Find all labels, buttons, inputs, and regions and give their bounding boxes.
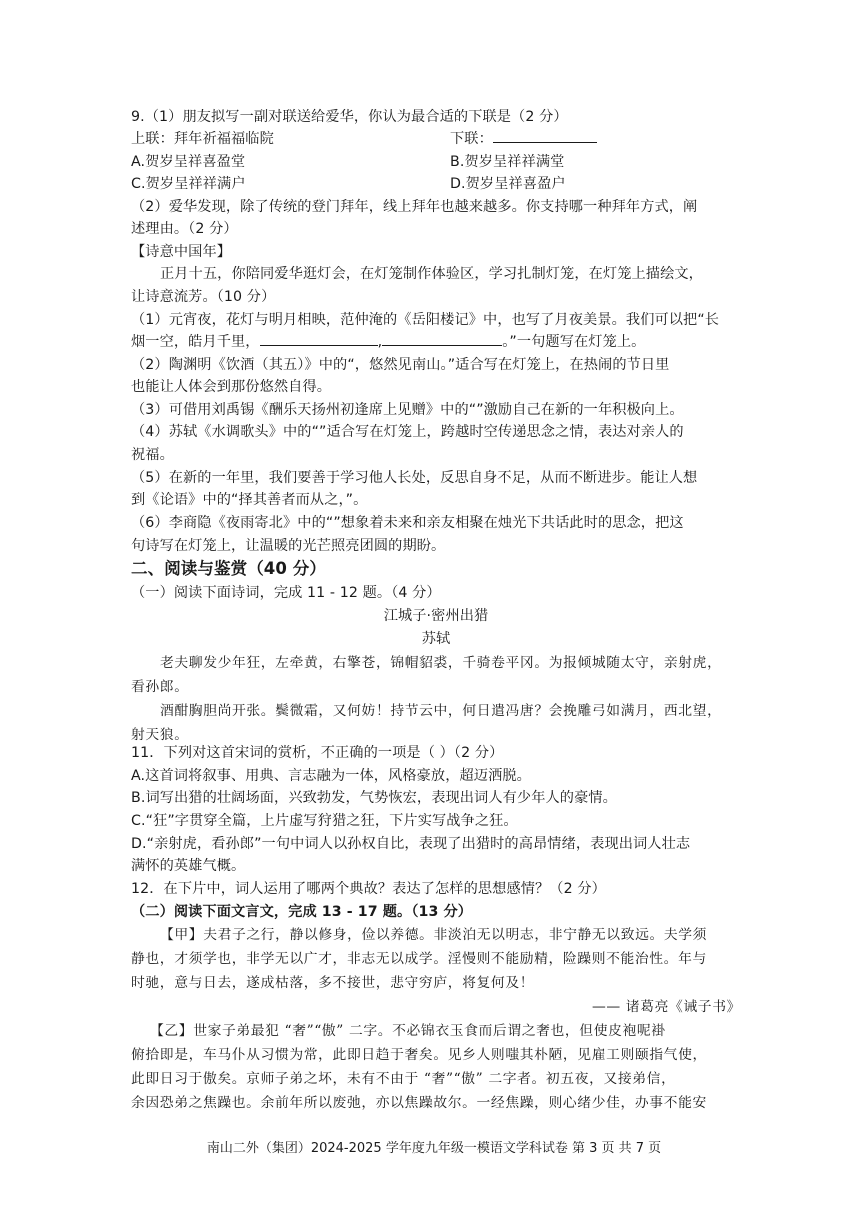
poem-q2: （2）陶渊明《饮酒（其五）》中的“，悠然见南山。”适合写在灯笼上，在热闹的节日里 (131, 357, 670, 373)
poem-title: 江城子·密州出猎 (383, 608, 489, 624)
question-9-part2-cont: 述理由。（2 分） (131, 221, 238, 237)
question-11-option-c: C.“狂”字贯穿全篇，上片虚写狩猎之狂，下片实写战争之狂。 (131, 813, 518, 829)
section-intro: 正月十五，你陪同爱华逛灯会，在灯笼制作体验区，学习扎制灯笼，在灯笼上描绘文， (160, 266, 703, 282)
couplet-upper: 上联：拜年祈福福临院 (131, 131, 274, 147)
question-11-option-d: D.“亲射虎，看孙郎”一句中词人以孙权自比，表现了出猎时的高昂情绪，表现出词人壮志 (131, 836, 691, 852)
answer-blank (493, 128, 597, 143)
option-c: C.贺岁呈祥祥满户 (131, 176, 246, 192)
question-9-part1: 9.（1）朋友拟写一副对联送给爱华，你认为最合适的下联是（2 分） (131, 109, 568, 125)
poem-q1-cont (131, 331, 741, 353)
question-11-option-d-cont: 满怀的英雄气概。 (131, 858, 246, 874)
poem-q2-cont: 也能让人体会到那份悠然自得。 (131, 379, 332, 395)
poem-q1-comma: , (377, 334, 383, 350)
question-11: 11．下列对这首宋词的赏析，不正确的一项是（ ）（2 分） (131, 745, 504, 761)
poem-q3: （3）可借用刘禹锡《酬乐天扬州初逢席上见赠》中的“”激励自己在新的一年积极向上。 (131, 402, 684, 418)
poem-q6-cont: 句诗写在灯笼上，让温暖的光芒照亮团圆的期盼。 (131, 538, 446, 554)
poem-stanza-1-cont: 看孙郎。 (131, 679, 189, 695)
couplet-lower (450, 128, 740, 150)
option-d: D.贺岁呈祥喜盈户 (450, 176, 566, 192)
poem-q1: （1）元宵夜，花灯与明月相映，范仲淹的《岳阳楼记》中，也写了月夜美景。我们可以把“长 (131, 312, 720, 328)
question-11-option-a: A.这首词将叙事、用典、言志融为一体，风格豪放，超迈洒脱。 (131, 768, 531, 784)
poem-stanza-1: 老夫聊发少年狂，左牵黄，右擎苍，锦帽貂裘，千骑卷平冈。为报倾城随太守，亲射虎， (160, 655, 722, 671)
question-11-option-b: B.词写出猎的壮阔场面，兴致勃发，气势恢宏，表现出词人有少年人的豪情。 (131, 790, 617, 806)
subsection-1: （一）阅读下面诗词，完成 11 - 12 题。（4 分） (131, 585, 441, 601)
passage-yi-line-2: 俯拾即是，车马仆从习惯为常，此即日趋于奢矣。见乡人则嗤其朴陋，见雇工则颐指气使， (131, 1047, 707, 1063)
option-b: B.贺岁呈祥祥满堂 (450, 154, 565, 170)
passage-yi-line-3: 此即日习于傲矣。京师子弟之坏，未有不由于 “奢”“傲” 二字者。初五夜，又接弟信， (131, 1071, 676, 1087)
passage-jia-source: —— 诸葛亮《诫子书》 (592, 999, 741, 1015)
couplet-lower-label: 下联： (450, 131, 493, 147)
poem-q4-cont: 祝福。 (131, 447, 174, 463)
poem-q1-prefix: 烟一空，皓月千里， (131, 334, 260, 350)
section-poetic-new-year: 【诗意中国年】 (131, 244, 232, 260)
passage-jia-line-3: 时驰，意与日去，遂成枯落，多不接世，悲守穷庐，将复何及！ (131, 975, 535, 991)
question-9-part2: （2）爱华发现，除了传统的登门拜年，线上拜年也越来越多。你支持哪一种拜年方式，阐 (131, 199, 698, 215)
poem-q4: （4）苏轼《水调歌头》中的“”适合写在灯笼上，跨越时空传递思念之情，表达对亲人的 (131, 424, 684, 440)
question-12: 12．在下片中，词人运用了哪两个典故？表达了怎样的思想感情？（2 分） (131, 881, 606, 897)
poem-stanza-2: 酒酣胸胆尚开张。鬓微霜，又何妨！持节云中，何日遣冯唐？会挽雕弓如满月，西北望， (160, 703, 722, 719)
poem-stanza-2-cont: 射天狼。 (131, 727, 189, 743)
section-intro-cont: 让诗意流芳。（10 分） (131, 289, 276, 305)
passage-jia-line-2: 静也，才须学也，非学无以广才，非志无以成学。淫慢则不能励精，险躁则不能治性。年与 (131, 951, 707, 967)
poem-q1-suffix: 。”一句题写在灯笼上。 (502, 334, 646, 350)
poem-q5: （5）在新的一年里，我们要善于学习他人长处，反思自身不足，从而不断进步。能让人想 (131, 470, 698, 486)
poem-q5-cont: 到《论语》中的“择其善者而从之，”。 (131, 492, 368, 508)
subsection-2: （二）阅读下面文言文，完成 13 - 17 题。（13 分） (131, 904, 473, 920)
passage-yi-line-4: 余因恐弟之焦躁也。余前年所以废弛，亦以焦躁故尔。一经焦躁，则心绪少佳，办事不能安 (131, 1095, 707, 1111)
answer-blank (260, 331, 378, 346)
passage-yi-line-1: 【乙】世家子弟最犯 “奢”“傲” 二字。不必锦衣玉食而后谓之奢也，但使皮袍呢褂 (150, 1023, 666, 1039)
poem-q6: （6）李商隐《夜雨寄北》中的“”想象着未来和亲友相聚在烛光下共话此时的思念，把这 (131, 515, 684, 531)
answer-blank (382, 331, 502, 346)
poem-author: 苏轼 (421, 631, 451, 647)
option-a: A.贺岁呈祥喜盈堂 (131, 154, 246, 170)
section-2-heading: 二、阅读与鉴赏（40 分） (131, 559, 327, 578)
passage-jia-line-1: 【甲】夫君子之行，静以修身，俭以养德。非淡泊无以明志，非宁静无以致远。夫学须 (160, 927, 708, 943)
page-footer: 南山二外（集团）2024-2025 学年度九年级一模语文学科试卷 第 3 页 共 7 页 (206, 1141, 662, 1156)
